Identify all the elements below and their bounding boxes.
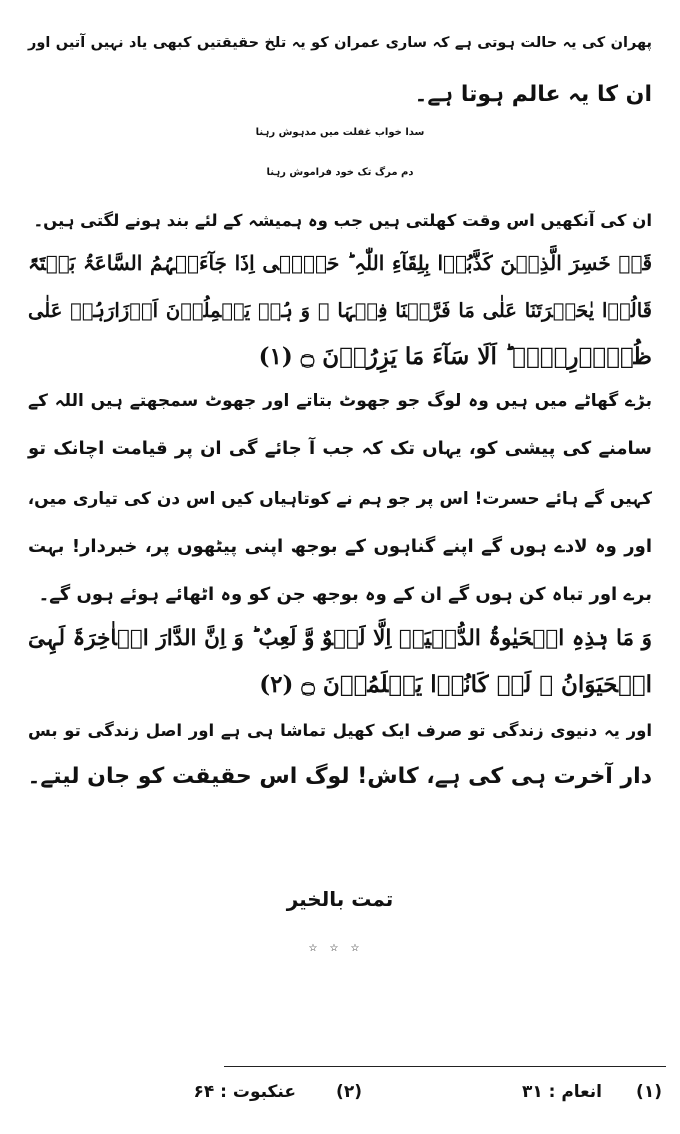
- text-line: ان کی آنکھیں اس وقت کھلتی ہیں جب وہ ہمیشہ کے لئے بند ہونے لگتی ہیں۔: [33, 211, 652, 230]
- quran-ayah-line: وَ مَا ہٰذِہِ الۡحَیٰوۃُ الدُّنۡیَاۤ اِلَّا لَہۡوٌ وَّ لَعِبٌ ؕ وَ اِنَّ الدَّارَ الۡاٰخِرَۃَ لَہِیَ: [28, 626, 652, 651]
- footnote-reference-1: انعام : ۳۱: [521, 1082, 602, 1102]
- closing-title: تمت بالخیر: [286, 887, 394, 911]
- quran-ayah-line: قَالُوۡا یٰحَسۡرَتَنَا عَلٰی مَا فَرَّطۡنَا فِیۡہَا ۙ وَ ہُمۡ یَحۡمِلُوۡنَ اَوۡزَارَہُمۡ عَلٰی: [28, 299, 652, 322]
- verse-couplet-line: دم مرگ تک خود فراموش رہنا: [266, 167, 414, 178]
- text-line: سامنے کی پیشی کو، یہاں تک کہ جب آ جائے گی ان پر قیامت اچانک تو: [28, 438, 652, 459]
- text-line: کہیں گے ہائے حسرت! اس پر جو ہم نے کوتاہیاں کیں اس دن کی تیاری میں،: [27, 489, 652, 509]
- footnote-reference-2: عنکبوت : ۶۴: [193, 1082, 296, 1102]
- quran-ayah-line: ظُہُوۡرِہِمۡ ؕ اَلَا سَآءَ مَا یَزِرُوۡنَ ۝ (۱): [258, 343, 652, 370]
- text-line: اور وہ لادے ہوں گے اپنے گناہوں کے بوجھ اپنی پیٹھوں پر، خبردار! بہت: [28, 536, 652, 557]
- text-line: بڑے گھاٹے میں ہیں وہ لوگ جو جھوٹ بتاتے اور جھوٹ سمجھتے ہیں اللہ کے: [28, 391, 652, 411]
- text-line: پھران کی یہ حالت ہوتی ہے کہ ساری عمران کو یہ تلخ حقیقتیں کبھی یاد نہیں آتیں اور: [28, 35, 652, 51]
- verse-couplet-line: سدا خواب غفلت میں مدہوش رہنا: [255, 127, 425, 138]
- quran-ayah-line: الۡحَیَوَانُ ۘ لَوۡ کَانُوۡا یَعۡلَمُوۡنَ ۝ (۲): [259, 671, 652, 698]
- star-ornament: ☆☆☆: [308, 943, 372, 954]
- footnote-number-1: (۱): [636, 1082, 662, 1102]
- text-line: ان کا یہ عالم ہوتا ہے۔: [414, 82, 652, 107]
- text-line: اور یہ دنیوی زندگی تو صرف ایک کھیل تماشا ہی ہے اور اصل زندگی تو بس: [28, 721, 652, 740]
- text-line: دار آخرت ہی کی ہے، کاش! لوگ اس حقیقت کو جان لیتے۔: [27, 764, 652, 789]
- footnote-divider: [224, 1066, 666, 1067]
- footnote-number-2: (۲): [336, 1082, 362, 1102]
- quran-ayah-line: قَدۡ خَسِرَ الَّذِیۡنَ کَذَّبُوۡا بِلِقَآءِ اللّٰہِ ؕ حَتّٰۤی اِذَا جَآءَتۡہُمُ السَّاعَۃُ بَغۡتَۃً: [28, 251, 652, 275]
- text-line: برے اور تباہ کن ہوں گے ان کے وہ بوجھ جن کو وہ اٹھائے ہوئے ہوں گے۔: [38, 584, 652, 605]
